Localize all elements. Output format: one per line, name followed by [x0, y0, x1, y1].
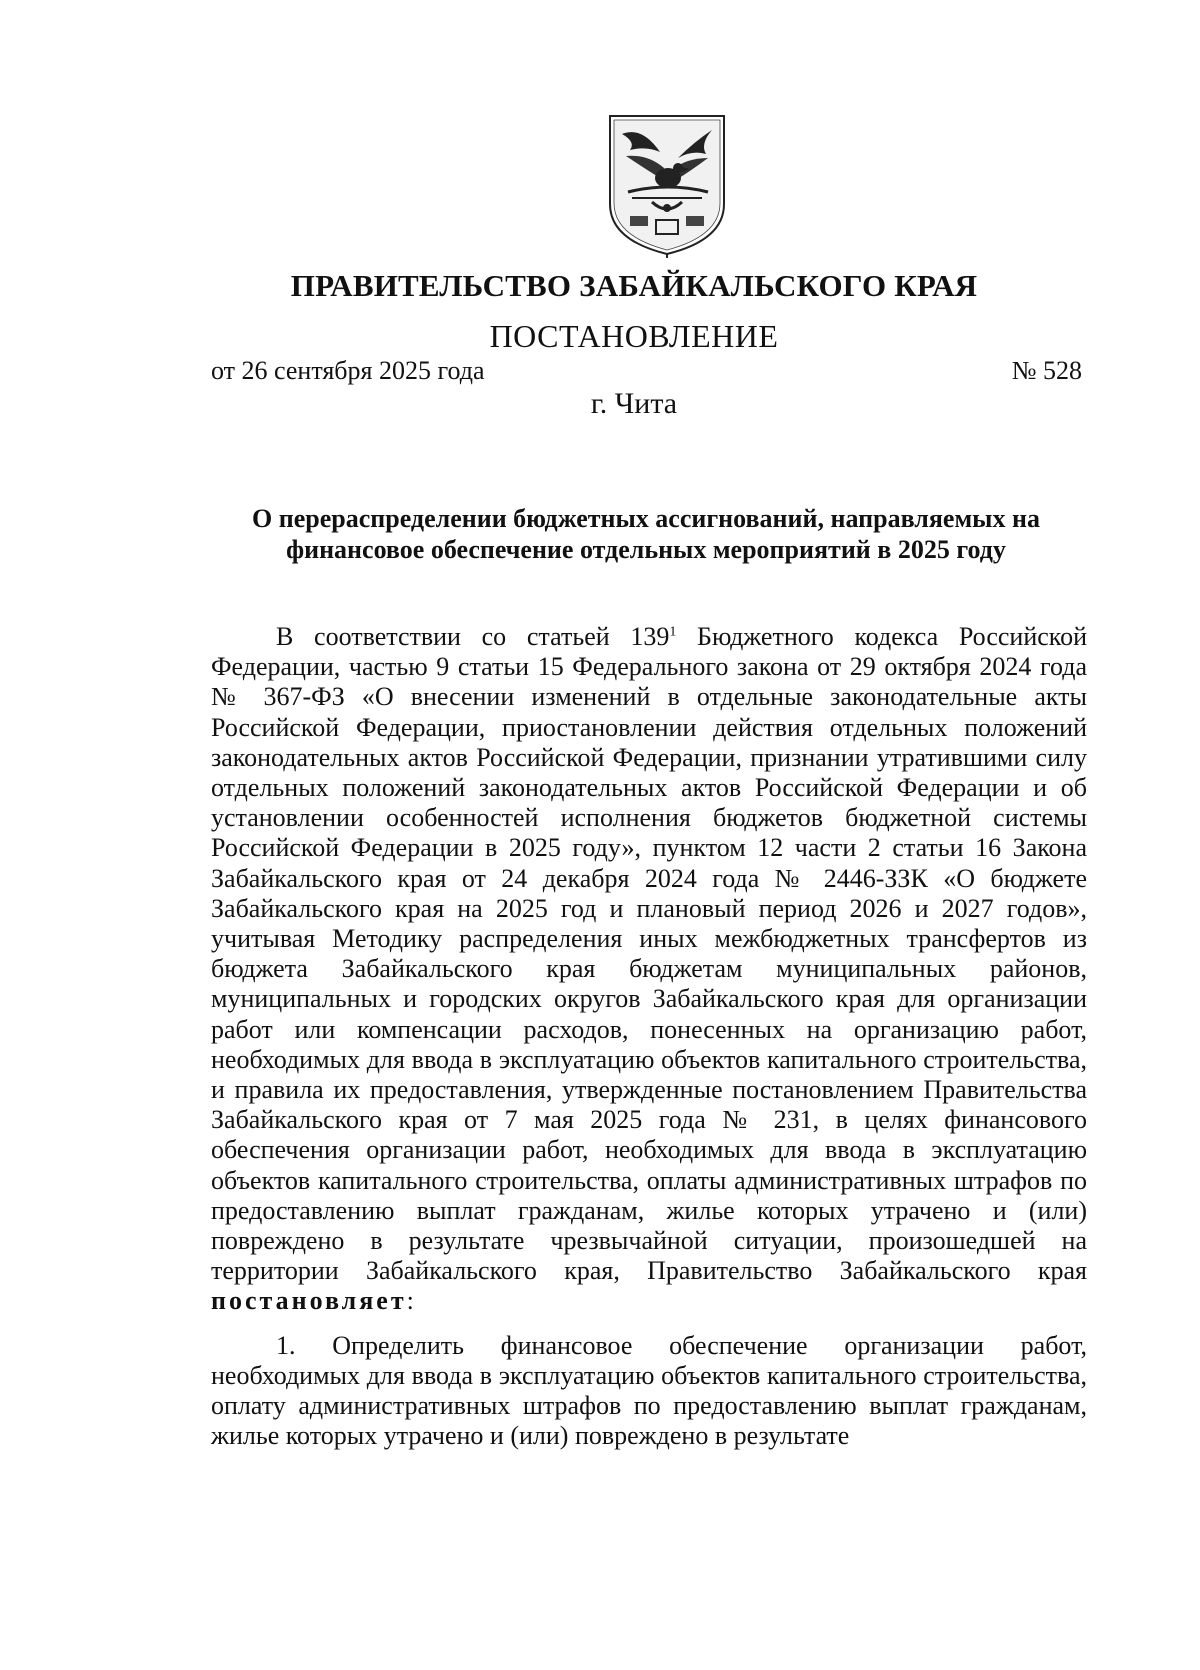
- paragraph-preamble: [211, 622, 1087, 1317]
- preamble-text-start: В соответствии со статьей 139: [276, 622, 670, 651]
- document-body: [211, 622, 1087, 1451]
- document-title: О перераспределении бюджетных ассигнований, направляемых на финансовое обеспечение отдельных мероприятий в 2025 году: [252, 504, 1040, 564]
- preamble-text: Бюджетного кодекса Российской Федерации, частью 9 статьи 15 Федерального закона от 29 октября 2024 года № 367-ФЗ «О внесении изменений в отдельные законодательные акты Российской Федерации, приостановлении действия отдельных положений законодательных актов Российской Федерации, признании утратившими силу отдельных положений законодательных актов Российской Федерации и об установлении особенностей исполнения бюджетов бюджетной системы Российской Федерации в 2025 году», пунктом 12 части 2 статьи 16 Закона Забайкальского края от 24 декабря 2024 года № 2446-ЗЗК «О бюджете Забайкальского края на 2025 год и плановый период 2026 и 2027 годов», учитывая Методику распределения иных межбюджетных трансфертов из бюджета Забайкальского края бюджетам муниципальных районов, муниципальных и городских округов Забайкальского края для организации работ или компенсации расходов, понесенных на организацию работ, необходимых для ввода в эксплуатацию объектов капитального строительства, и правила их предоставления, утвержденные постановлением Правительства Забайкальского края от 7 мая 2025 года № 231, в целях финансового обеспечения организации работ, необходимых для ввода в эксплуатацию объектов капитального строительства, оплаты административных штрафов по предоставлению выплат гражданам, жилье которых утрачено и (или) повреждено в результате чрезвычайной ситуации, произошедшей на территории Забайкальского края, Правительство Забайкальского края: [211, 622, 1087, 1286]
- decree-keyword: постановляет: [211, 1286, 407, 1316]
- organization-name: ПРАВИТЕЛЬСТВО ЗАБАЙКАЛЬСКОГО КРАЯ: [290, 268, 978, 303]
- coat-of-arms-icon: [602, 112, 732, 258]
- paragraph-item-1: 1. Определить финансовое обеспечение организации работ, необходимых для ввода в эксплуатацию объектов капитального строительства, оплату административных штрафов по предоставлению выплат гражданам, жилье которых утрачено и (или) повреждено в результате: [211, 1330, 1087, 1451]
- document-date: от 26 сентября 2025 года: [211, 356, 485, 385]
- document-type: ПОСТАНОВЛЕНИЕ: [489, 318, 779, 354]
- article-superscript: 1: [669, 624, 677, 640]
- document-number: № 528: [1011, 356, 1082, 385]
- preamble-end: :: [406, 1286, 414, 1316]
- document-city: г. Чита: [590, 387, 678, 420]
